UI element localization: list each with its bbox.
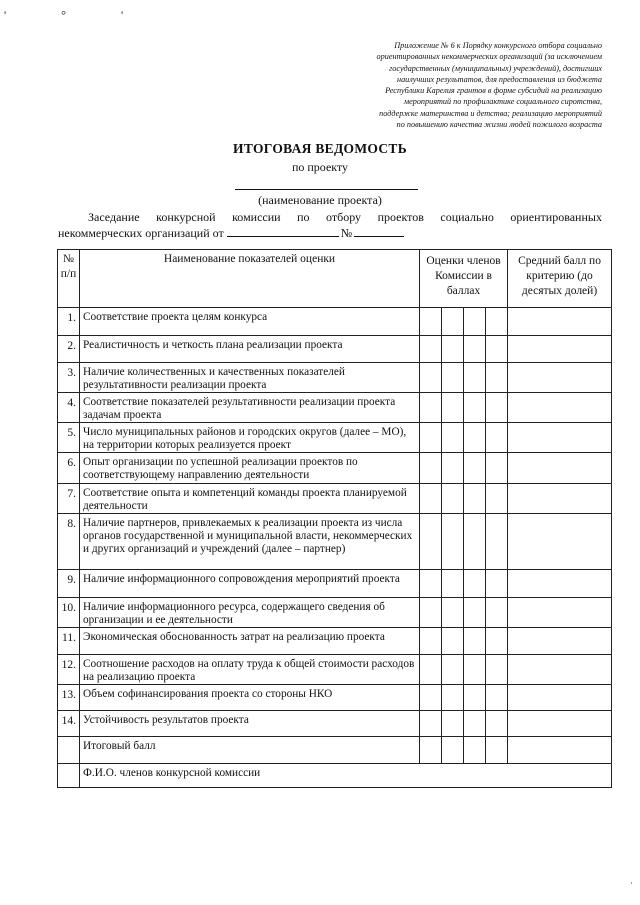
score-cell bbox=[464, 685, 486, 711]
score-cell bbox=[420, 598, 442, 628]
table-row bbox=[58, 423, 612, 453]
score-cell bbox=[486, 628, 508, 655]
average-cell bbox=[508, 598, 612, 628]
scan-marks: ' ° ' bbox=[4, 8, 150, 22]
appendix-line: Республики Карелия грантов в форме субсидий на реализацию bbox=[385, 86, 602, 96]
score-cell bbox=[486, 655, 508, 685]
score-cell bbox=[420, 628, 442, 655]
meeting-line-2 bbox=[58, 225, 602, 241]
score-cell bbox=[442, 685, 464, 711]
score-cell bbox=[420, 685, 442, 711]
row-number: 14. bbox=[58, 711, 80, 737]
header-number: № п/п bbox=[58, 250, 80, 308]
meeting-word: Заседание bbox=[88, 210, 140, 224]
score-cell bbox=[420, 453, 442, 484]
score-cell bbox=[442, 570, 464, 598]
score-cell bbox=[420, 423, 442, 453]
score-cell bbox=[464, 336, 486, 363]
score-cell bbox=[442, 423, 464, 453]
row-criterion: Соответствие проекта целям конкурса bbox=[80, 308, 420, 336]
average-cell bbox=[508, 570, 612, 598]
score-cell bbox=[464, 737, 486, 764]
score-cell bbox=[486, 570, 508, 598]
document-title: ИТОГОВАЯ ВЕДОМОСТЬ bbox=[233, 141, 407, 156]
score-cell bbox=[420, 711, 442, 737]
score-cell bbox=[464, 711, 486, 737]
row-number: 12. bbox=[58, 655, 80, 685]
meeting-line-1 bbox=[58, 210, 602, 225]
score-cell bbox=[486, 484, 508, 514]
average-cell bbox=[508, 363, 612, 393]
score-cell bbox=[464, 308, 486, 336]
table-row bbox=[58, 514, 612, 570]
score-cell bbox=[420, 363, 442, 393]
average-cell bbox=[508, 514, 612, 570]
row-criterion: Устойчивость результатов проекта bbox=[80, 711, 420, 737]
table-row bbox=[58, 336, 612, 363]
document-subtitle: по проекту bbox=[291, 160, 349, 174]
average-cell bbox=[508, 685, 612, 711]
table-row bbox=[58, 598, 612, 628]
score-cell bbox=[464, 484, 486, 514]
score-cell bbox=[420, 308, 442, 336]
row-number: 8. bbox=[58, 514, 80, 570]
meeting-statement bbox=[58, 210, 602, 240]
meeting-word: ориентированных bbox=[510, 210, 602, 224]
score-cell bbox=[464, 453, 486, 484]
table-row bbox=[58, 685, 612, 711]
row-number: 6. bbox=[58, 453, 80, 484]
row-criterion: Наличие количественных и качественных показателей результативности реализации проекта bbox=[80, 363, 420, 393]
row-number: 9. bbox=[58, 570, 80, 598]
score-cell bbox=[486, 453, 508, 484]
row-criterion: Соответствие показателей результативности реализации проекта задачам проекта bbox=[80, 393, 420, 423]
appendix-line: наилучших результатов, для предоставления из бюджета bbox=[397, 74, 602, 84]
row-criterion: Наличие партнеров, привлекаемых к реализации проекта из числа органов государственной и муниципальной власти, некоммерческих и других организаций и учреждений (далее – партнер) bbox=[80, 514, 420, 570]
score-cell bbox=[486, 598, 508, 628]
score-cell bbox=[442, 598, 464, 628]
row-number: 3. bbox=[58, 363, 80, 393]
score-cell bbox=[442, 655, 464, 685]
row-criterion: Число муниципальных районов и городских округов (далее – МО), на территории которых реализуется проект bbox=[80, 423, 420, 453]
score-cell bbox=[486, 336, 508, 363]
appendix-line: поддержке материнства и детства; реализацию мероприятий bbox=[379, 108, 602, 118]
meeting-word: комиссии bbox=[232, 210, 281, 224]
score-cell bbox=[442, 737, 464, 764]
score-cell bbox=[486, 514, 508, 570]
meeting-number-blank bbox=[354, 225, 404, 237]
score-cell bbox=[442, 363, 464, 393]
members-label: Ф.И.О. членов конкурсной комиссии bbox=[80, 764, 612, 788]
average-cell bbox=[508, 308, 612, 336]
score-cell bbox=[420, 336, 442, 363]
meeting-word: отбору bbox=[326, 210, 362, 224]
row-number: 1. bbox=[58, 308, 80, 336]
score-cell bbox=[464, 393, 486, 423]
score-cell bbox=[486, 685, 508, 711]
average-cell bbox=[508, 453, 612, 484]
row-number bbox=[58, 764, 80, 788]
row-number: 10. bbox=[58, 598, 80, 628]
score-cell bbox=[486, 711, 508, 737]
score-cell bbox=[442, 514, 464, 570]
score-cell bbox=[420, 737, 442, 764]
meeting-word: конкурсной bbox=[156, 210, 216, 224]
score-cell bbox=[442, 628, 464, 655]
row-number bbox=[58, 737, 80, 764]
score-cell bbox=[464, 628, 486, 655]
meeting-prefix: некоммерческих организаций от bbox=[58, 225, 224, 240]
table-row bbox=[58, 570, 612, 598]
meeting-number-sign: № bbox=[340, 225, 353, 240]
score-cell bbox=[420, 393, 442, 423]
score-cell bbox=[442, 308, 464, 336]
table-row bbox=[58, 628, 612, 655]
project-name-caption: (наименование проекта) bbox=[258, 193, 382, 207]
score-cell bbox=[464, 363, 486, 393]
table-row bbox=[58, 363, 612, 393]
total-label: Итоговый балл bbox=[80, 737, 420, 764]
table-row bbox=[58, 655, 612, 685]
header-criterion: Наименование показателей оценки bbox=[80, 250, 420, 308]
appendix-note bbox=[330, 40, 602, 130]
average-cell bbox=[508, 484, 612, 514]
meeting-word: социально bbox=[440, 210, 494, 224]
score-cell bbox=[464, 655, 486, 685]
score-cell bbox=[464, 570, 486, 598]
meeting-word: проектов bbox=[377, 210, 424, 224]
row-criterion: Соответствие опыта и компетенций команды проекта планируемой деятельности bbox=[80, 484, 420, 514]
members-row bbox=[58, 764, 612, 788]
score-cell bbox=[486, 363, 508, 393]
score-cell bbox=[420, 570, 442, 598]
score-cell bbox=[464, 514, 486, 570]
table-row bbox=[58, 393, 612, 423]
row-criterion: Объем софинансирования проекта со стороны НКО bbox=[80, 685, 420, 711]
row-number: 11. bbox=[58, 628, 80, 655]
average-cell bbox=[508, 737, 612, 764]
row-number: 13. bbox=[58, 685, 80, 711]
table-header-row bbox=[58, 250, 612, 308]
meeting-word: по bbox=[297, 210, 310, 224]
project-name-blank bbox=[235, 189, 418, 190]
score-cell bbox=[486, 393, 508, 423]
table-row bbox=[58, 484, 612, 514]
row-criterion: Наличие информационного сопровождения мероприятий проекта bbox=[80, 570, 420, 598]
average-cell bbox=[508, 336, 612, 363]
score-cell bbox=[486, 423, 508, 453]
average-cell bbox=[508, 711, 612, 737]
row-criterion: Реалистичность и четкость плана реализации проекта bbox=[80, 336, 420, 363]
score-cell bbox=[420, 655, 442, 685]
appendix-line: по повышению качества жизни людей пожилого возраста bbox=[396, 120, 602, 130]
row-criterion: Соотношение расходов на оплату труда к общей стоимости расходов на реализацию проекта bbox=[80, 655, 420, 685]
score-cell bbox=[420, 484, 442, 514]
score-cell bbox=[442, 711, 464, 737]
score-cell bbox=[486, 737, 508, 764]
score-cell bbox=[442, 393, 464, 423]
row-number: 4. bbox=[58, 393, 80, 423]
header-average-score: Средний балл по критерию (до десятых долей) bbox=[508, 250, 612, 308]
score-cell bbox=[464, 598, 486, 628]
score-cell bbox=[442, 453, 464, 484]
score-cell bbox=[420, 514, 442, 570]
row-number: 7. bbox=[58, 484, 80, 514]
appendix-line: мероприятий по профилактике социального сиротства, bbox=[403, 97, 602, 107]
average-cell bbox=[508, 423, 612, 453]
table-row bbox=[58, 308, 612, 336]
appendix-line: Приложение № 6 к Порядку конкурсного отбора социально bbox=[394, 41, 602, 50]
appendix-line: ориентированных некоммерческих организаций (за исключением bbox=[376, 52, 602, 62]
row-number: 2. bbox=[58, 336, 80, 363]
evaluation-table bbox=[57, 249, 612, 788]
row-criterion: Экономическая обоснованность затрат на реализацию проекта bbox=[80, 628, 420, 655]
row-number: 5. bbox=[58, 423, 80, 453]
header-member-scores: Оценки членов Комиссии в баллах bbox=[420, 250, 508, 308]
score-cell bbox=[442, 336, 464, 363]
meeting-date-blank bbox=[227, 225, 339, 237]
corner-mark: · bbox=[630, 878, 633, 888]
table-row bbox=[58, 453, 612, 484]
score-cell bbox=[486, 308, 508, 336]
score-cell bbox=[464, 423, 486, 453]
total-row bbox=[58, 737, 612, 764]
appendix-line: государственных (муниципальных) учреждений), достигших bbox=[389, 63, 602, 73]
row-criterion: Наличие информационного ресурса, содержащего сведения об организации и ее деятельности bbox=[80, 598, 420, 628]
score-cell bbox=[442, 484, 464, 514]
average-cell bbox=[508, 393, 612, 423]
row-criterion: Опыт организации по успешной реализации проектов по соответствующему направлению деятельности bbox=[80, 453, 420, 484]
average-cell bbox=[508, 628, 612, 655]
average-cell bbox=[508, 655, 612, 685]
table-row bbox=[58, 711, 612, 737]
